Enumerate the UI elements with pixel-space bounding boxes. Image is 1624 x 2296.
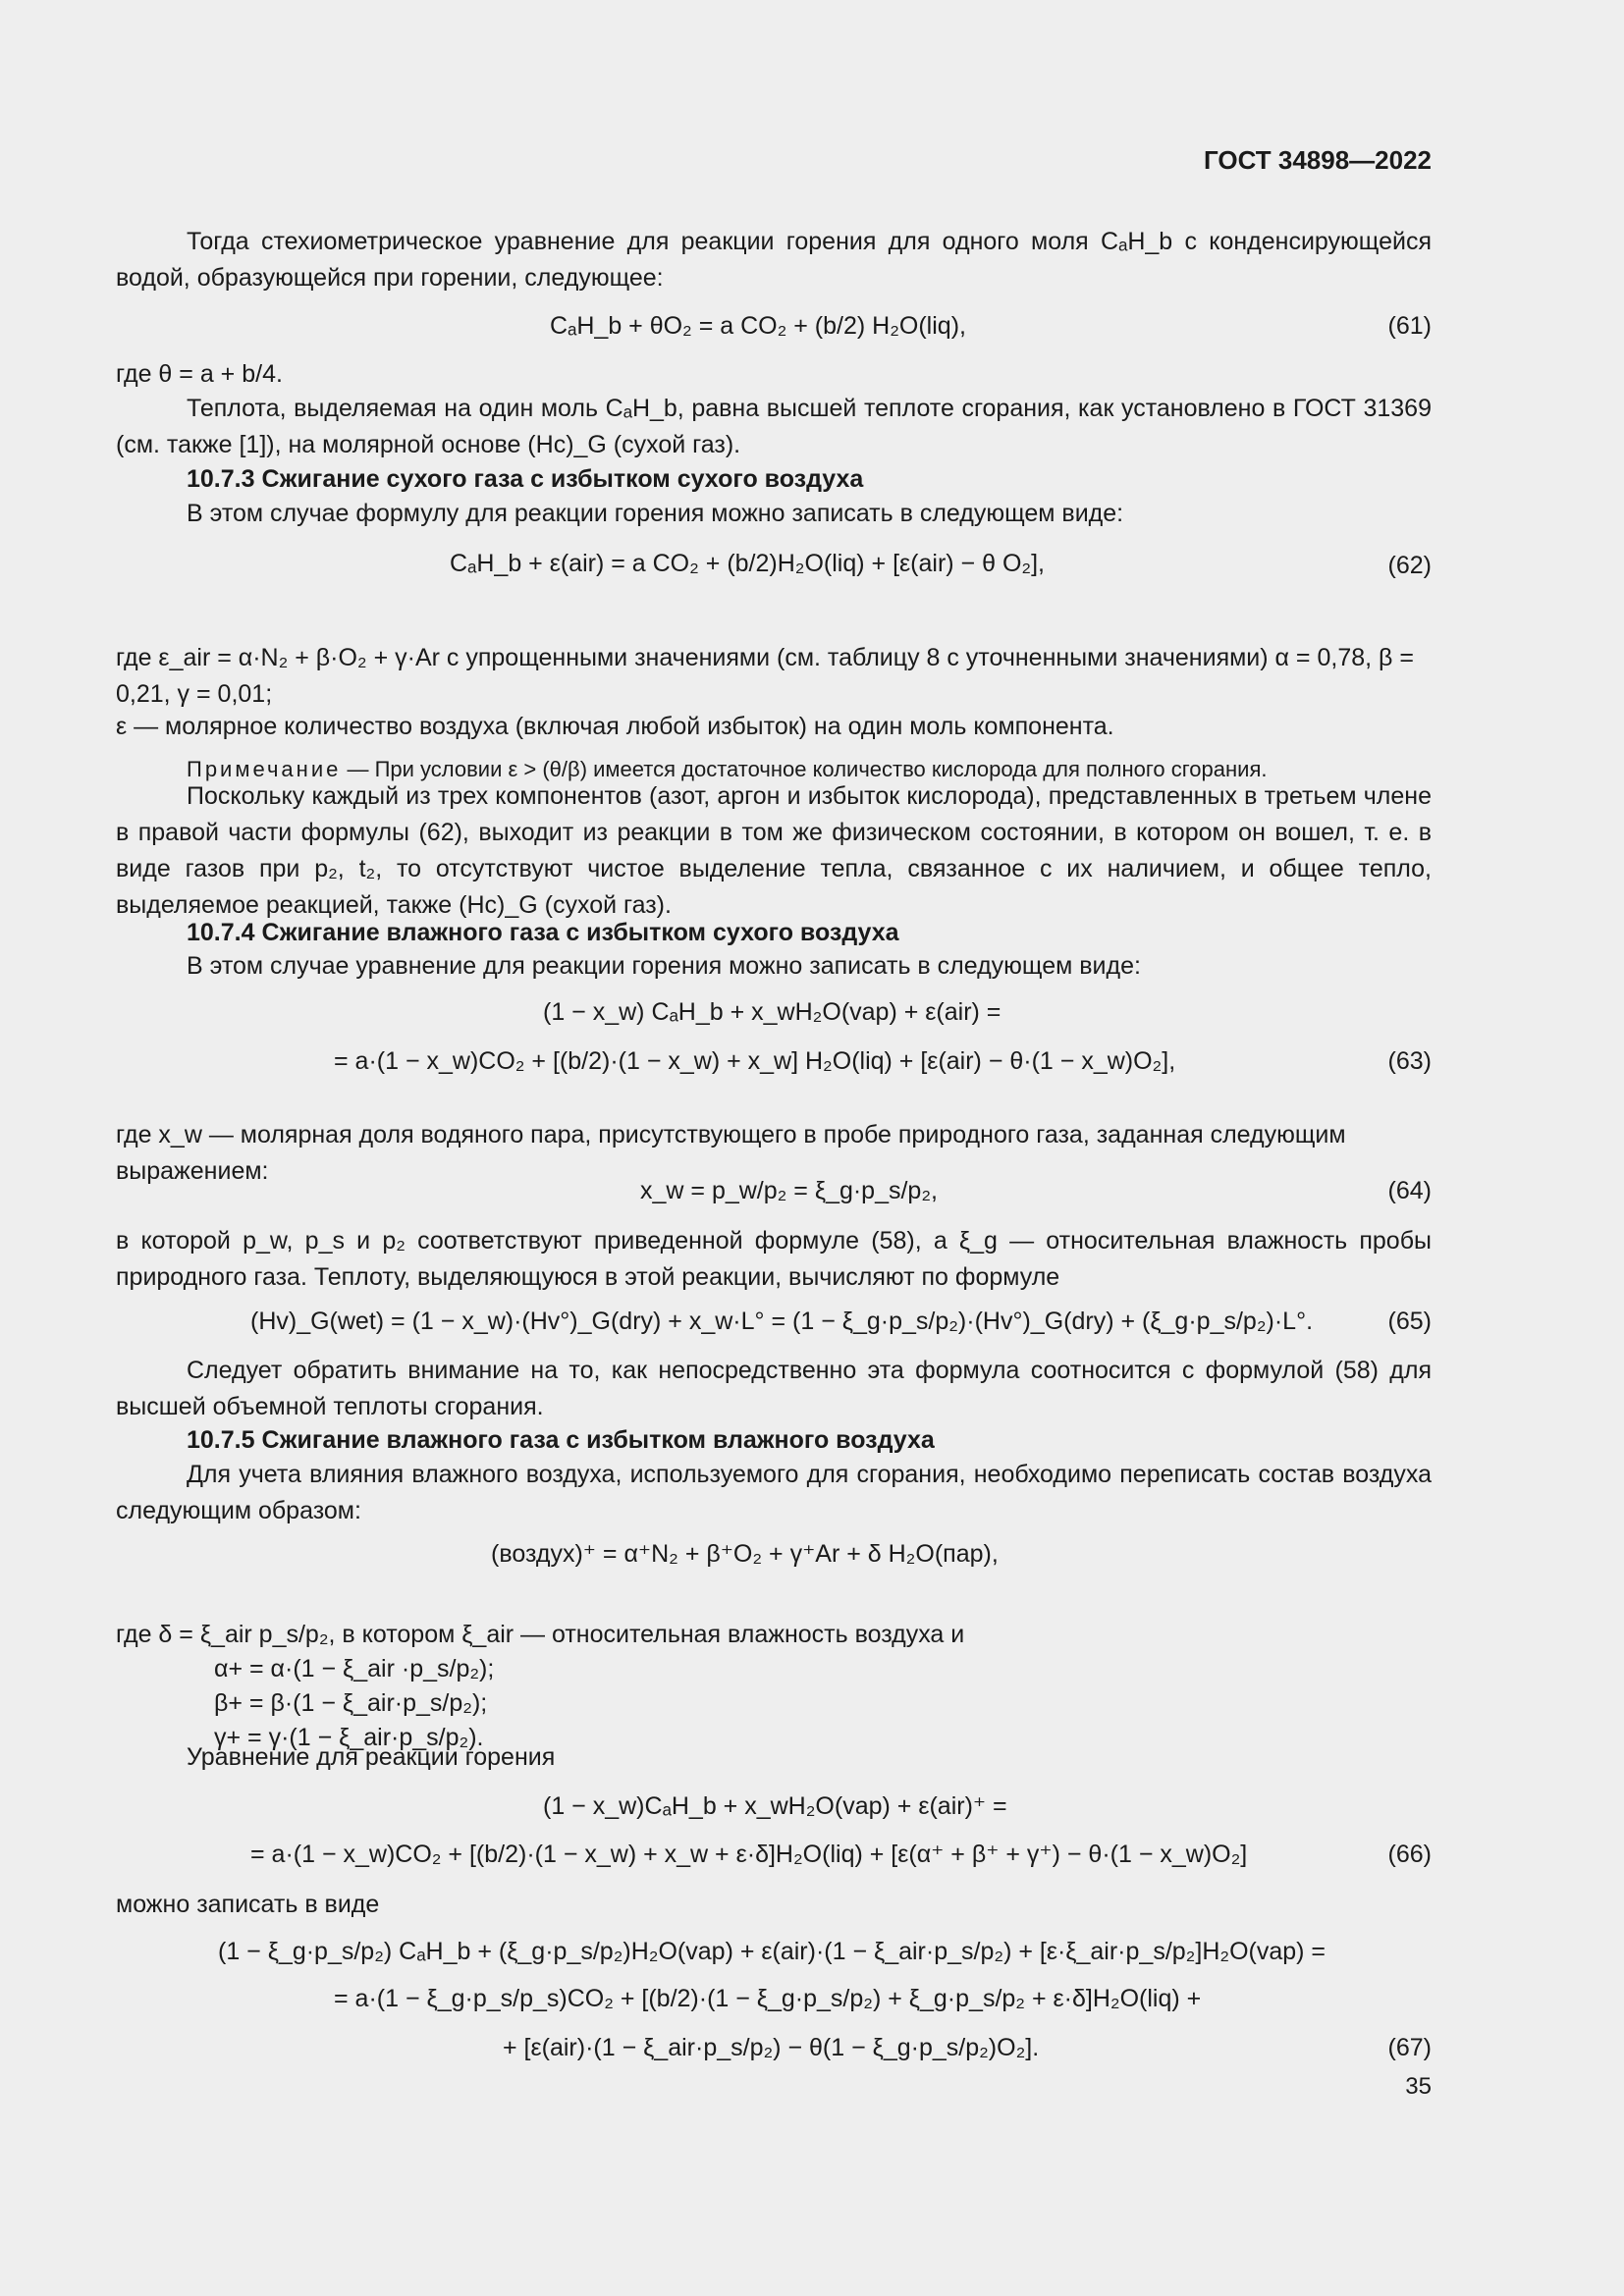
equation-66-number: (66) <box>1387 1841 1432 1868</box>
heading-10-7-3: 10.7.3 Сжигание сухого газа с избытком сухого воздуха <box>187 465 864 493</box>
heading-10-7-5: 10.7.5 Сжигание влажного газа с избытком влажного воздуха <box>187 1426 935 1454</box>
paragraph-9: Уравнение для реакции горения <box>187 1743 556 1771</box>
equation-67-line-2: = a·(1 − ξ_g·p_s/p_s)CO₂ + [(b/2)·(1 − ξ_g·p_s/p₂) + ξ_g·p_s/p₂ + ε·δ]H₂O(liq) + <box>334 1985 1202 2012</box>
heading-10-7-4: 10.7.4 Сжигание влажного газа с избытком сухого воздуха <box>187 919 899 946</box>
equation-62-number: (62) <box>1387 552 1432 579</box>
paragraph-10: можно записать в виде <box>116 1891 380 1918</box>
paragraph-6: в которой p_w, p_s и p₂ соответствуют приведенной формуле (58), а ξ_g — относительная влажность пробы природного газа. Теплоту, выделяющуюся в этой реакции, вычисляют по формуле <box>116 1227 1432 1291</box>
equation-64-number: (64) <box>1387 1177 1432 1204</box>
paragraph-1: Тогда стехиометрическое уравнение для реакции горения для одного моля CₐH_b с конденсирующейся водой, образующейся при горении, следующее: <box>116 228 1432 292</box>
definition-eps-air: где ε_air = α·N₂ + β·O₂ + γ·Ar с упрощенными значениями (см. таблицу 8 с уточненными значениями) α = 0,78, β = 0,21, γ = 0,01; <box>116 644 1414 708</box>
paragraph-5: В этом случае уравнение для реакции горения можно записать в следующем виде: <box>187 952 1141 980</box>
equation-63-number: (63) <box>1387 1047 1432 1075</box>
note-label: Примечание <box>187 757 342 781</box>
paragraph-8: Для учета влияния влажного воздуха, используемого для сгорания, необходимо переписать состав воздуха следующим образом: <box>116 1461 1432 1524</box>
equation-63-line-1: (1 − x_w) CₐH_b + x_wH₂O(vap) + ε(air) = <box>543 998 1001 1026</box>
equation-61: CₐH_b + θO₂ = a CO₂ + (b/2) H₂O(liq), <box>550 312 966 340</box>
equation-67-number: (67) <box>1387 2034 1432 2061</box>
equation-63-line-2: = a·(1 − x_w)CO₂ + [(b/2)·(1 − x_w) + x_w] H₂O(liq) + [ε(air) − θ·(1 − x_w)O₂], <box>334 1047 1176 1075</box>
definition-delta: где δ = ξ_air p_s/p₂, в котором ξ_air — относительная влажность воздуха и <box>116 1621 965 1648</box>
equation-air: (воздух)⁺ = α⁺N₂ + β⁺O₂ + γ⁺Ar + δ H₂O(пар), <box>491 1540 999 1568</box>
equation-66-line-2: = a·(1 − x_w)CO₂ + [(b/2)·(1 − x_w) + x_w + ε·δ]H₂O(liq) + [ε(α⁺ + β⁺ + γ⁺) − θ·(1 − x_w)O₂] <box>250 1841 1248 1868</box>
definition-gamma-plus: γ+ = γ·(1 − ξ_air·p_s/p₂). <box>214 1724 484 1751</box>
equation-65-number: (65) <box>1387 1308 1432 1335</box>
page-number: 35 <box>1405 2073 1432 2100</box>
paragraph-2: Теплота, выделяемая на один моль CₐH_b, равна высшей теплоте сгорания, как установлено в ГОСТ 31369 (см. также [1]), на молярной основе (Hc)_G (сухой газ). <box>116 395 1432 458</box>
definition-xw: где x_w — молярная доля водяного пара, присутствующего в пробе природного газа, заданная следующим выражением: <box>116 1121 1346 1185</box>
equation-64: x_w = p_w/p₂ = ξ_g·p_s/p₂, <box>640 1177 938 1204</box>
equation-67-line-1: (1 − ξ_g·p_s/p₂) CₐH_b + (ξ_g·p_s/p₂)H₂O(vap) + ε(air)·(1 − ξ_air·p_s/p₂) + [ε·ξ_air·p_s/p₂]H₂O(vap) = <box>218 1938 1326 1965</box>
where-theta: где θ = a + b/4. <box>116 360 283 388</box>
paragraph-7: Следует обратить внимание на то, как непосредственно эта формула соотносится с формулой (58) для высшей объемной теплоты сгорания. <box>116 1357 1432 1420</box>
equation-62: CₐH_b + ε(air) = a CO₂ + (b/2)H₂O(liq) + [ε(air) − θ O₂], <box>450 550 1045 577</box>
paragraph-4: Поскольку каждый из трех компонентов (азот, аргон и избыток кислорода), представленных в третьем члене в правой части формулы (62), выходит из реакции в том же физическом состоянии, в котором он вошел, т. е. в виде газов при p₂, t₂, то отсутствуют чистое выделение тепла, связанное с их наличием, и общее тепло, выделяемое реакцией, также (Hc)_G (сухой газ). <box>116 782 1432 919</box>
definition-alpha-plus: α+ = α·(1 − ξ_air ·p_s/p₂); <box>214 1655 495 1682</box>
equation-61-number: (61) <box>1387 312 1432 340</box>
equation-65: (Hv)_G(wet) = (1 − x_w)·(Hv°)_G(dry) + x_w·L° = (1 − ξ_g·p_s/p₂)·(Hv°)_G(dry) + (ξ_g·p_s/p₂)·L°. <box>250 1308 1314 1335</box>
note-text: — При условии ε > (θ/β) имеется достаточное количество кислорода для полного сгорания. <box>347 757 1268 781</box>
paragraph-3: В этом случае формулу для реакции горения можно записать в следующем виде: <box>187 500 1124 527</box>
document-code: ГОСТ 34898—2022 <box>1204 145 1432 175</box>
definition-beta-plus: β+ = β·(1 − ξ_air·p_s/p₂); <box>214 1689 488 1717</box>
definition-eps: ε — молярное количество воздуха (включая любой избыток) на один моль компонента. <box>116 713 1114 740</box>
equation-67-line-3: + [ε(air)·(1 − ξ_air·p_s/p₂) − θ(1 − ξ_g·p_s/p₂)O₂]. <box>503 2034 1040 2061</box>
equation-66-line-1: (1 − x_w)CₐH_b + x_wH₂O(vap) + ε(air)⁺ = <box>543 1792 1007 1820</box>
